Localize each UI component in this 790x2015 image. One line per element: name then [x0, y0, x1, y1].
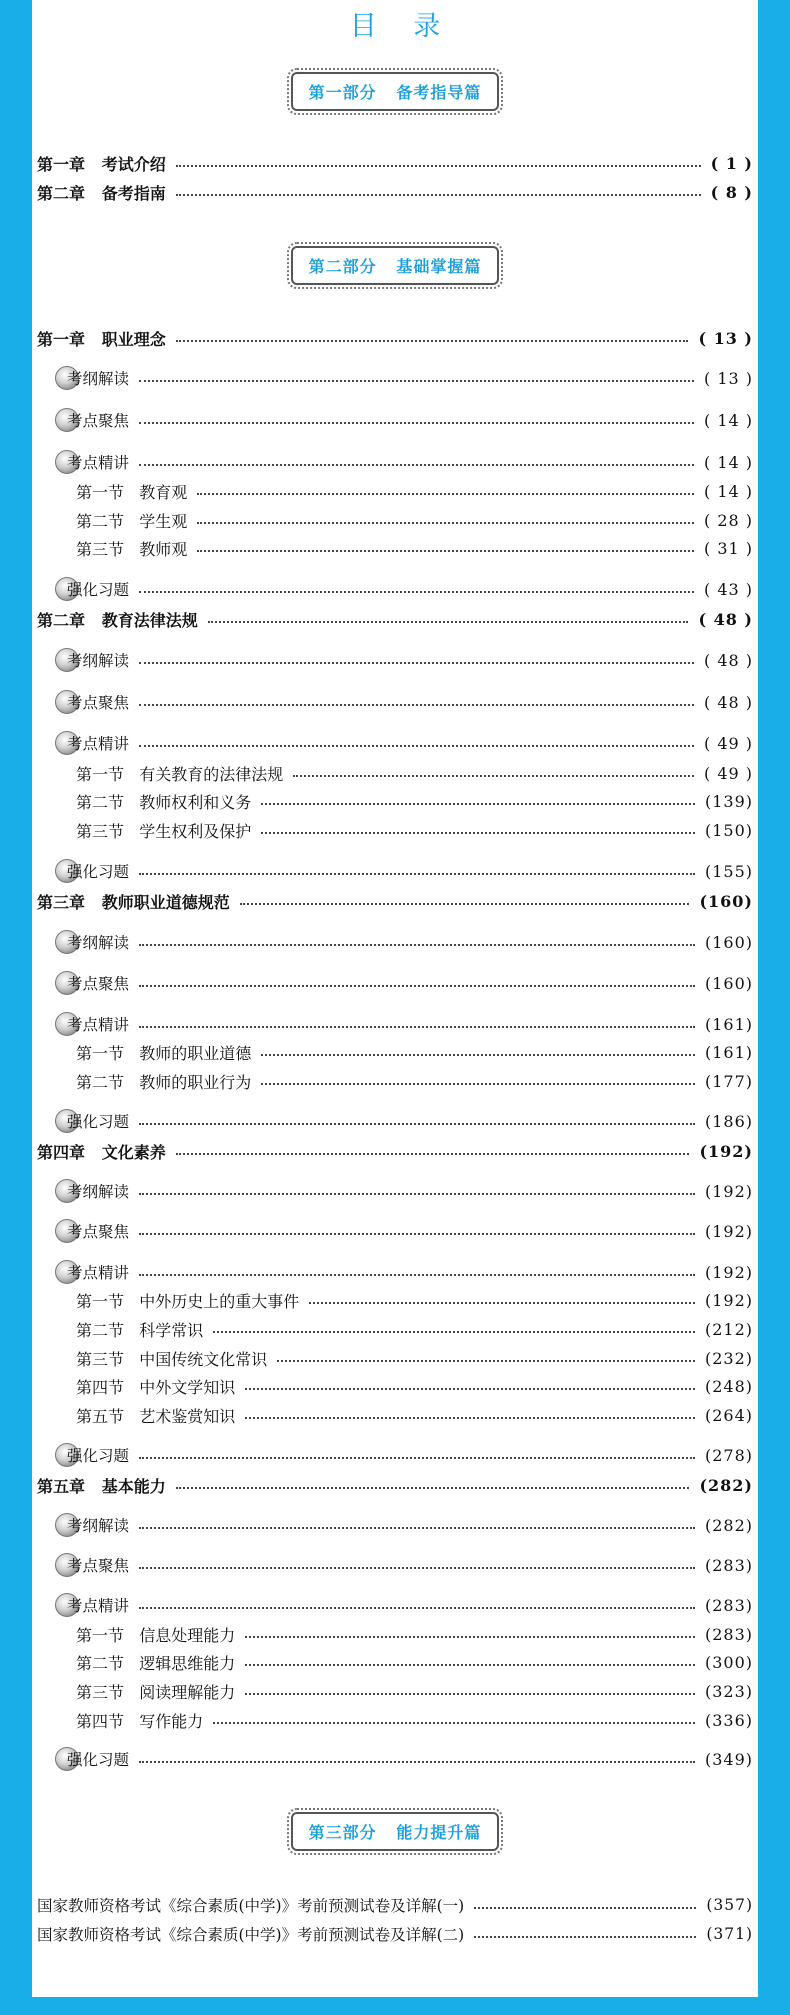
entry-page: ( 48 ) [703, 650, 753, 670]
toc-badge-entry[interactable] [55, 1443, 753, 1467]
toc-chapter[interactable] [37, 889, 753, 913]
badge [55, 366, 139, 390]
badge [55, 1260, 139, 1284]
entry-label: 考纲解读 [67, 934, 130, 952]
leader-dots [176, 194, 701, 196]
leader-dots [176, 1487, 690, 1489]
entry-page: (161) [704, 1014, 753, 1034]
toc-badge-entry[interactable] [55, 1109, 753, 1133]
badge [55, 1513, 139, 1537]
entry-page: (155) [704, 861, 753, 881]
part3-title: 第三部分 能力提升篇 [291, 1812, 500, 1851]
toc-badge-entry[interactable] [55, 971, 753, 995]
badge [55, 1747, 139, 1771]
leader-dots [245, 1693, 695, 1695]
entry-label: 考点聚焦 [67, 975, 130, 993]
toc-entry-p1-ch1[interactable] [37, 151, 753, 175]
entry-label: 第二节 学生观 [76, 511, 188, 531]
entry-page: (192) [704, 1262, 753, 1282]
entry-label: 第四节 中外文学知识 [76, 1377, 236, 1397]
entry-label: 考点精讲 [67, 1597, 130, 1615]
entry-label: 考纲解读 [67, 652, 130, 670]
leader-dots [139, 1123, 695, 1125]
entry-page: ( 48 ) [703, 692, 753, 712]
leader-dots [139, 873, 695, 875]
badge [55, 450, 139, 474]
entry-page: (282) [704, 1515, 753, 1535]
entry-label: 强化习题 [67, 1113, 130, 1131]
toc-section[interactable] [76, 789, 753, 813]
entry-label: 第一节 教师的职业道德 [76, 1043, 252, 1063]
entry-page: ( 49 ) [703, 733, 753, 753]
leader-dots [213, 1722, 695, 1724]
badge [55, 408, 139, 432]
entry-label: 第三节 学生权利及保护 [76, 821, 252, 841]
entry-page: ( 28 ) [703, 510, 753, 530]
toc-section[interactable] [76, 1040, 753, 1064]
toc-badge-entry[interactable] [55, 690, 753, 714]
leader-dots [139, 1761, 695, 1763]
entry-page: (186) [704, 1111, 753, 1131]
leader-dots [139, 1233, 695, 1235]
entry-label: 第四节 写作能力 [76, 1711, 204, 1731]
part2-banner [32, 246, 758, 285]
badge [55, 1219, 139, 1243]
toc-badge-entry[interactable] [55, 859, 753, 883]
entry-label: 第一节 有关教育的法律法规 [76, 764, 284, 784]
entry-label: 考纲解读 [67, 370, 130, 388]
entry-label: 考点精讲 [67, 1264, 130, 1282]
leader-dots [176, 165, 701, 167]
entry-label: 第二章 教育法律法规 [37, 610, 198, 630]
leader-dots [474, 1936, 696, 1938]
leader-dots [139, 1527, 695, 1529]
entry-page: (192) [704, 1181, 753, 1201]
badge [55, 971, 139, 995]
entry-label: 强化习题 [67, 581, 130, 599]
toc-section[interactable] [76, 1374, 753, 1398]
entry-page: (192) [704, 1221, 753, 1241]
entry-label: 第一章 职业理念 [37, 329, 166, 349]
toc-badge-entry[interactable] [55, 731, 753, 755]
leader-dots [240, 903, 690, 905]
leader-dots [139, 1457, 695, 1459]
leader-dots [261, 1083, 695, 1085]
leader-dots [261, 803, 695, 805]
leader-dots [176, 1153, 690, 1155]
entry-label: 第二节 教师权利和义务 [76, 792, 252, 812]
entry-label: 考点聚焦 [67, 694, 130, 712]
entry-page: (323) [704, 1681, 753, 1701]
entry-label: 第一节 中外历史上的重大事件 [76, 1291, 300, 1311]
entry-label: 第三章 教师职业道德规范 [37, 892, 230, 912]
entry-label: 第三节 中国传统文化常识 [76, 1349, 268, 1369]
toc-badge-entry[interactable] [55, 1747, 753, 1771]
toc-badge-entry[interactable] [55, 408, 753, 432]
badge [55, 731, 139, 755]
entry-label: 考点精讲 [67, 1016, 130, 1034]
entry-label: 考纲解读 [67, 1517, 130, 1535]
toc-badge-entry[interactable] [55, 930, 753, 954]
toc-badge-entry[interactable] [55, 1219, 753, 1243]
entry-page: ( 13 ) [703, 368, 753, 388]
entry-label: 考点聚焦 [67, 1223, 130, 1241]
toc-section[interactable] [76, 1069, 753, 1093]
leader-dots [139, 422, 694, 424]
entry-label: 第三节 阅读理解能力 [76, 1682, 236, 1702]
entry-label: 第一节 信息处理能力 [76, 1625, 236, 1645]
entry-page: ( 48 ) [698, 609, 753, 629]
leader-dots [309, 1302, 695, 1304]
toc-section[interactable] [76, 1622, 753, 1646]
entry-page: ( 14 ) [703, 410, 753, 430]
entry-label: 考点精讲 [67, 735, 130, 753]
leader-dots [139, 1193, 695, 1195]
entry-page: (283) [704, 1595, 753, 1615]
badge [55, 1179, 139, 1203]
badge [55, 1553, 139, 1577]
toc-badge-entry[interactable] [55, 450, 753, 474]
toc-badge-entry[interactable] [55, 1179, 753, 1203]
entry-label: 第四章 文化素养 [37, 1142, 166, 1162]
toc-section[interactable] [76, 761, 753, 785]
leader-dots [293, 775, 694, 777]
entry-page: ( 13 ) [698, 328, 753, 348]
leader-dots [197, 550, 694, 552]
entry-page: (150) [704, 820, 753, 840]
entry-page: ( 1 ) [710, 153, 753, 173]
entry-page: (212) [704, 1319, 753, 1339]
badge [55, 1593, 139, 1617]
toc-badge-entry[interactable] [55, 366, 753, 390]
leader-dots [139, 1567, 695, 1569]
part1-banner [32, 72, 758, 111]
entry-label: 第五章 基本能力 [37, 1476, 166, 1496]
entry-page: (139) [704, 791, 753, 811]
entry-page: ( 8 ) [710, 182, 753, 202]
leader-dots [261, 832, 695, 834]
entry-page: ( 49 ) [703, 763, 753, 783]
leader-dots [245, 1664, 695, 1666]
entry-page: (336) [704, 1710, 753, 1730]
entry-page: ( 14 ) [703, 481, 753, 501]
toc-section[interactable] [76, 1679, 753, 1703]
entry-page: (160) [704, 932, 753, 952]
badge [55, 648, 139, 672]
entry-page: (357) [706, 1896, 753, 1914]
leader-dots [139, 591, 694, 593]
badge [55, 930, 139, 954]
entry-page: (160) [704, 973, 753, 993]
entry-label: 第五节 艺术鉴赏知识 [76, 1406, 236, 1426]
leader-dots [474, 1907, 696, 1909]
toc-chapter[interactable] [37, 607, 753, 631]
page-title: 目 录 [349, 11, 455, 42]
toc-section[interactable] [76, 1317, 753, 1341]
leader-dots [139, 704, 694, 706]
entry-label: 第二节 教师的职业行为 [76, 1072, 252, 1092]
part2-title: 第二部分 基础掌握篇 [291, 246, 500, 285]
entry-page: (349) [704, 1749, 753, 1769]
entry-label: 考点聚焦 [67, 412, 130, 430]
leader-dots [139, 944, 695, 946]
entry-page: (161) [704, 1042, 753, 1062]
toc-entry-exam-1[interactable] [37, 1893, 753, 1917]
leader-dots [213, 1331, 695, 1333]
entry-page: (300) [704, 1652, 753, 1672]
entry-label: 第二章 备考指南 [37, 183, 166, 203]
entry-page: (192) [704, 1290, 753, 1310]
badge [55, 859, 139, 883]
toc-section[interactable] [76, 1708, 753, 1732]
leader-dots [139, 1274, 695, 1276]
part1-title: 第一部分 备考指导篇 [291, 72, 500, 111]
leader-dots [139, 1026, 695, 1028]
leader-dots [245, 1417, 695, 1419]
leader-dots [245, 1388, 695, 1390]
toc-badge-entry[interactable] [55, 577, 753, 601]
toc-chapter[interactable] [37, 326, 753, 350]
leader-dots [261, 1054, 695, 1056]
entry-label: 强化习题 [67, 1751, 130, 1769]
entry-label: 强化习题 [67, 1447, 130, 1465]
entry-page: (192) [699, 1141, 753, 1161]
leader-dots [176, 340, 689, 342]
entry-label: 第二节 逻辑思维能力 [76, 1653, 236, 1673]
entry-page: (264) [704, 1405, 753, 1425]
entry-label: 国家教师资格考试《综合素质(中学)》考前预测试卷及详解(二) [37, 1926, 465, 1944]
leader-dots [139, 464, 694, 466]
entry-label: 考点聚焦 [67, 1557, 130, 1575]
toc-badge-entry[interactable] [55, 1260, 753, 1284]
toc-section[interactable] [76, 1650, 753, 1674]
entry-page: (283) [704, 1555, 753, 1575]
leader-dots [139, 1607, 695, 1609]
toc-section[interactable] [76, 536, 753, 560]
entry-page: (283) [704, 1624, 753, 1644]
entry-page: (371) [706, 1925, 753, 1943]
entry-page: (232) [704, 1348, 753, 1368]
entry-page: (160) [699, 891, 753, 911]
toc-section[interactable] [76, 818, 753, 842]
leader-dots [139, 662, 694, 664]
leader-dots [197, 493, 694, 495]
toc-badge-entry[interactable] [55, 1513, 753, 1537]
toc-entry-p1-ch2[interactable] [37, 180, 753, 204]
entry-label: 国家教师资格考试《综合素质(中学)》考前预测试卷及详解(一) [37, 1897, 465, 1915]
entry-page: ( 31 ) [703, 538, 753, 558]
entry-label: 考纲解读 [67, 1183, 130, 1201]
toc-entry-exam-2[interactable] [37, 1922, 753, 1946]
leader-dots [139, 380, 694, 382]
badge [55, 577, 139, 601]
toc-section[interactable] [76, 1288, 753, 1312]
leader-dots [197, 522, 694, 524]
entry-label: 强化习题 [67, 863, 130, 881]
toc-badge-entry[interactable] [55, 1593, 753, 1617]
entry-label: 第一节 教育观 [76, 482, 188, 502]
toc-badge-entry[interactable] [55, 1553, 753, 1577]
toc-chapter[interactable] [37, 1139, 753, 1163]
badge [55, 690, 139, 714]
entry-page: (248) [704, 1376, 753, 1396]
entry-page: ( 14 ) [703, 452, 753, 472]
part3-banner [32, 1812, 758, 1851]
entry-label: 第一章 考试介绍 [37, 154, 166, 174]
entry-page: (177) [704, 1071, 753, 1091]
toc-page [32, 0, 758, 1997]
toc-section[interactable] [76, 1403, 753, 1427]
leader-dots [208, 621, 689, 623]
toc-chapter[interactable] [37, 1473, 753, 1497]
badge [55, 1443, 139, 1467]
badge [55, 1109, 139, 1133]
toc-section[interactable] [76, 508, 753, 532]
leader-dots [245, 1636, 695, 1638]
entry-page: ( 43 ) [703, 579, 753, 599]
leader-dots [139, 985, 695, 987]
leader-dots [277, 1360, 695, 1362]
entry-page: (278) [704, 1445, 753, 1465]
toc-section[interactable] [76, 479, 753, 503]
entry-page: (282) [699, 1475, 753, 1495]
toc-badge-entry[interactable] [55, 1012, 753, 1036]
entry-label: 第三节 教师观 [76, 539, 188, 559]
badge [55, 1012, 139, 1036]
leader-dots [139, 745, 694, 747]
entry-label: 考点精讲 [67, 454, 130, 472]
toc-badge-entry[interactable] [55, 648, 753, 672]
toc-section[interactable] [76, 1346, 753, 1370]
entry-label: 第二节 科学常识 [76, 1320, 204, 1340]
